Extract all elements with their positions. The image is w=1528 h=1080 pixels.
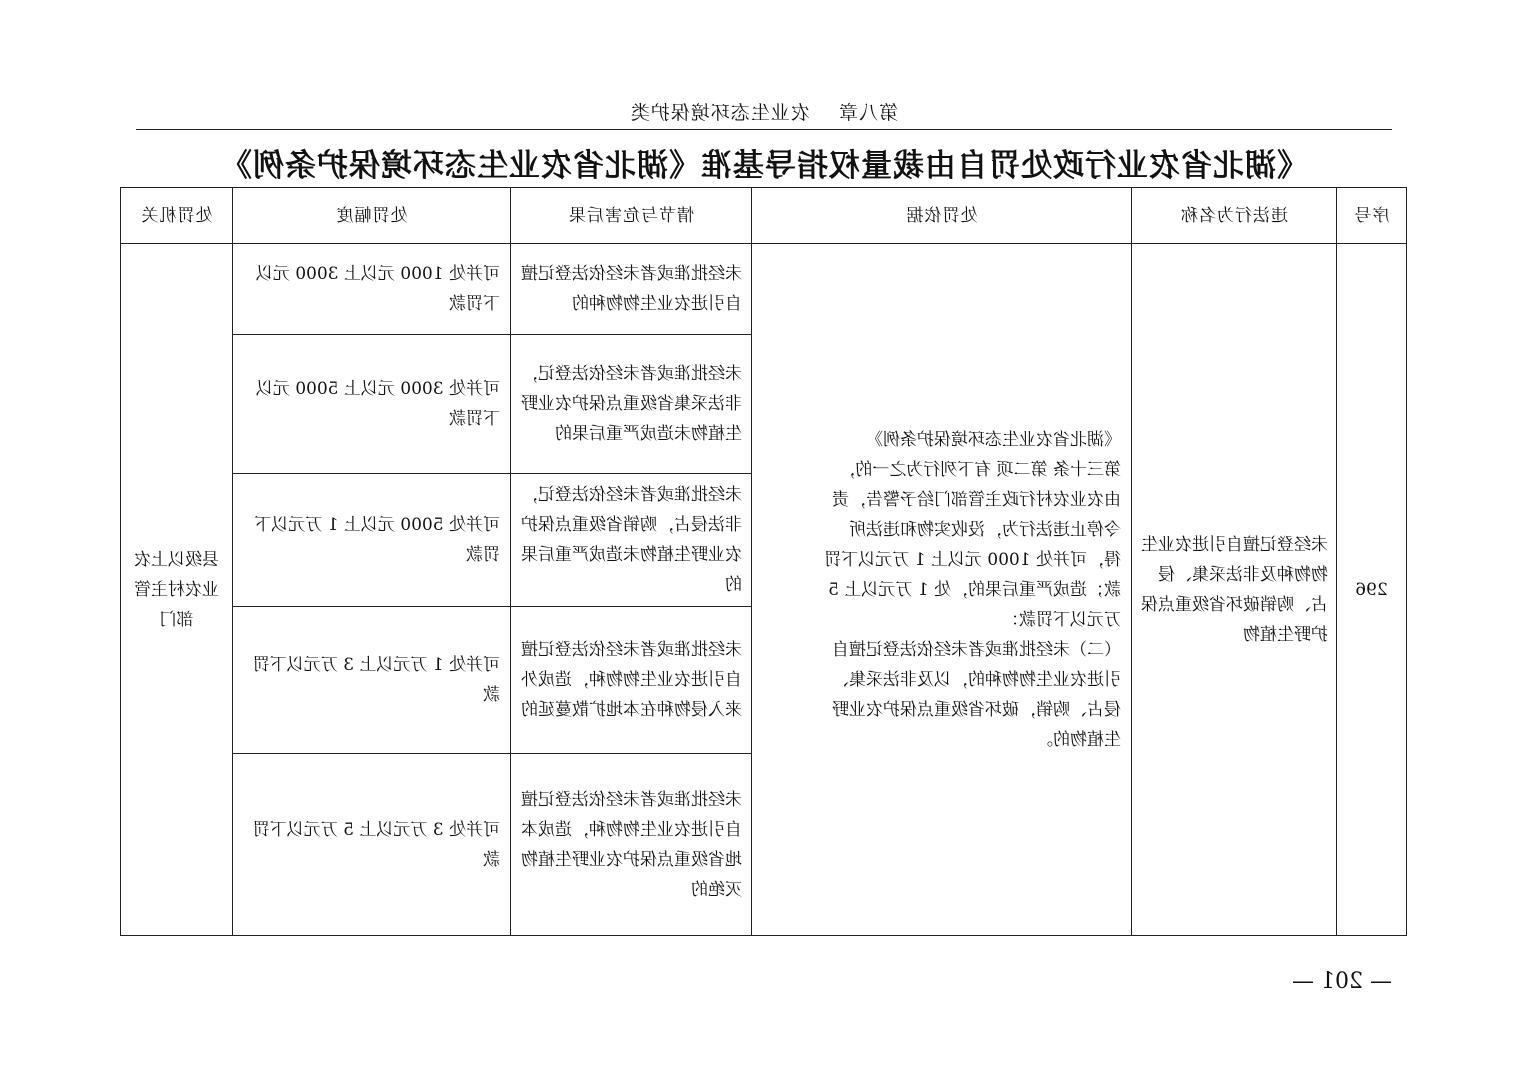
condition-cell: 未经批准或者未经依法登记，非法采集省级重点保护农业野生植物未造成严重后果的	[511, 335, 752, 474]
basis-line: 第三十条 第二项 有下列行为之一的，	[838, 459, 1121, 480]
basis-line: 令停止违法行为，没收实物和违法所	[849, 519, 1121, 540]
basis-line: 《湖北省农业生态环境保护条例》	[866, 429, 1121, 450]
basis-line: 生植物的。	[1036, 729, 1121, 750]
penalty-range-cell: 可并处 5000 元以上 1 万元以下罚款	[233, 474, 511, 607]
basis-line: 由农业农村行政主管部门给予警告，责	[832, 489, 1121, 510]
basis-line: 引进农业生物物种的，以及非法采集、	[832, 669, 1121, 690]
penalty-range-cell: 可并处 1000 元以上 3000 元以下罚款	[233, 244, 511, 335]
header-penalty-range: 处罚幅度	[233, 188, 511, 244]
header-violation-name: 违法行为名称	[1132, 188, 1337, 244]
header-serial: 序号	[1337, 188, 1407, 244]
basis-line: 得，可并处 1000 元以上 1 万元以下罚	[824, 549, 1121, 570]
header-basis: 处罚依据	[752, 188, 1132, 244]
document-title: 《湖北省农业行政处罚自由裁量权指导基准《湖北省农业生态环境保护条例》	[220, 148, 1308, 184]
penalty-table	[120, 187, 1407, 936]
basis-line: 侵占、购销，破坏省级重点保护农业野	[832, 699, 1121, 720]
serial-number: 296	[1337, 244, 1407, 936]
running-head: 第八章 农业生态环境保护类	[629, 102, 899, 124]
page-number: — 201 —	[1292, 969, 1392, 994]
table-row	[121, 244, 1407, 335]
penalty-authority: 县级以上农业农村主管部门	[121, 244, 233, 936]
header-rule	[136, 129, 1392, 130]
header-authority: 处罚机关	[121, 188, 233, 244]
basis-line: 款；造成严重后果的，处 1 万元以上 5	[828, 579, 1121, 600]
condition-cell: 未经批准或者未经依法登记，非法侵占，购销省级重点保护农业野生植物未造成严重后果的	[511, 474, 752, 607]
table-header-row	[121, 188, 1407, 244]
basis-line: 万元以下罚款：	[1002, 609, 1121, 630]
condition-cell: 未经批准或者未经依法登记擅自引进农业生物物种的	[511, 244, 752, 335]
penalty-range-cell: 可并处 3 万元以上 5 万元以下罚款	[233, 754, 511, 936]
penalty-basis	[752, 244, 1132, 936]
penalty-range-cell: 可并处 3000 元以上 5000 元以下罚款	[233, 335, 511, 474]
penalty-range-cell: 可并处 1 万元以上 3 万元以下罚款	[233, 607, 511, 754]
basis-line: （二）未经批准或者未经依法登记擅自	[832, 639, 1121, 660]
header-condition: 情节与危害后果	[511, 188, 752, 244]
condition-cell: 未经批准或者未经依法登记擅自引进农业生物物种，造成外来入侵物种在本地扩散蔓延的	[511, 607, 752, 754]
violation-name: 未经登记擅自引进农业生物物种及非法采集、侵占、购销破坏省级重点保护野生植物	[1132, 244, 1337, 936]
condition-cell: 未经批准或者未经依法登记擅自引进农业生物物种，造成本地省级重点保护农业野生植物灭绝的	[511, 754, 752, 936]
